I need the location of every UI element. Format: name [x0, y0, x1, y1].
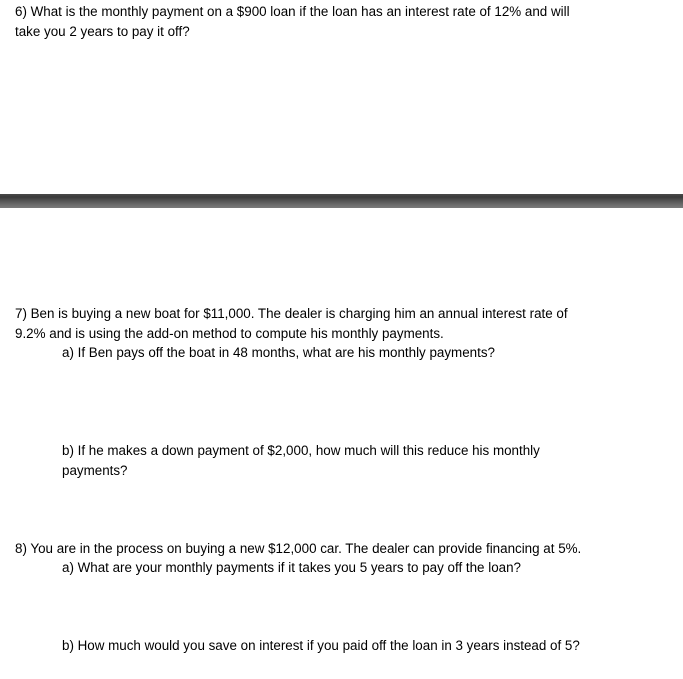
- question-7-line-2: 9.2% and is using the add-on method to compute his monthly payments.: [15, 325, 444, 341]
- question-8-line-1: 8) You are in the process on buying a new $12,000 car. The dealer can provide financing at 5%.: [15, 541, 582, 556]
- page-divider: [0, 194, 683, 208]
- question-6-line-2: take you 2 years to pay it off?: [15, 23, 190, 39]
- question-7b-line-1: b) If he makes a down payment of $2,000, how much will this reduce his monthly: [62, 443, 540, 458]
- question-7a-text: a) If Ben pays off the boat in 48 months, what are his monthly payments?: [62, 345, 495, 360]
- question-6-line-1: 6) What is the monthly payment on a $900 loan if the loan has an interest rate of 12% and will: [15, 4, 570, 19]
- question-8: [15, 539, 581, 559]
- question-7: [15, 304, 568, 343]
- question-8a: [62, 558, 521, 578]
- question-7b-line-2: payments?: [62, 462, 128, 478]
- question-8b-text: b) How much would you save on interest if you paid off the loan in 3 years instead of 5?: [62, 638, 580, 653]
- question-7b: [62, 441, 540, 480]
- question-8b: [62, 636, 580, 656]
- question-7-line-1: 7) Ben is buying a new boat for $11,000. The dealer is charging him an annual interest rate of: [15, 306, 568, 321]
- question-6: [15, 2, 570, 41]
- question-8a-text: a) What are your monthly payments if it takes you 5 years to pay off the loan?: [62, 560, 521, 575]
- question-7a: [62, 343, 495, 363]
